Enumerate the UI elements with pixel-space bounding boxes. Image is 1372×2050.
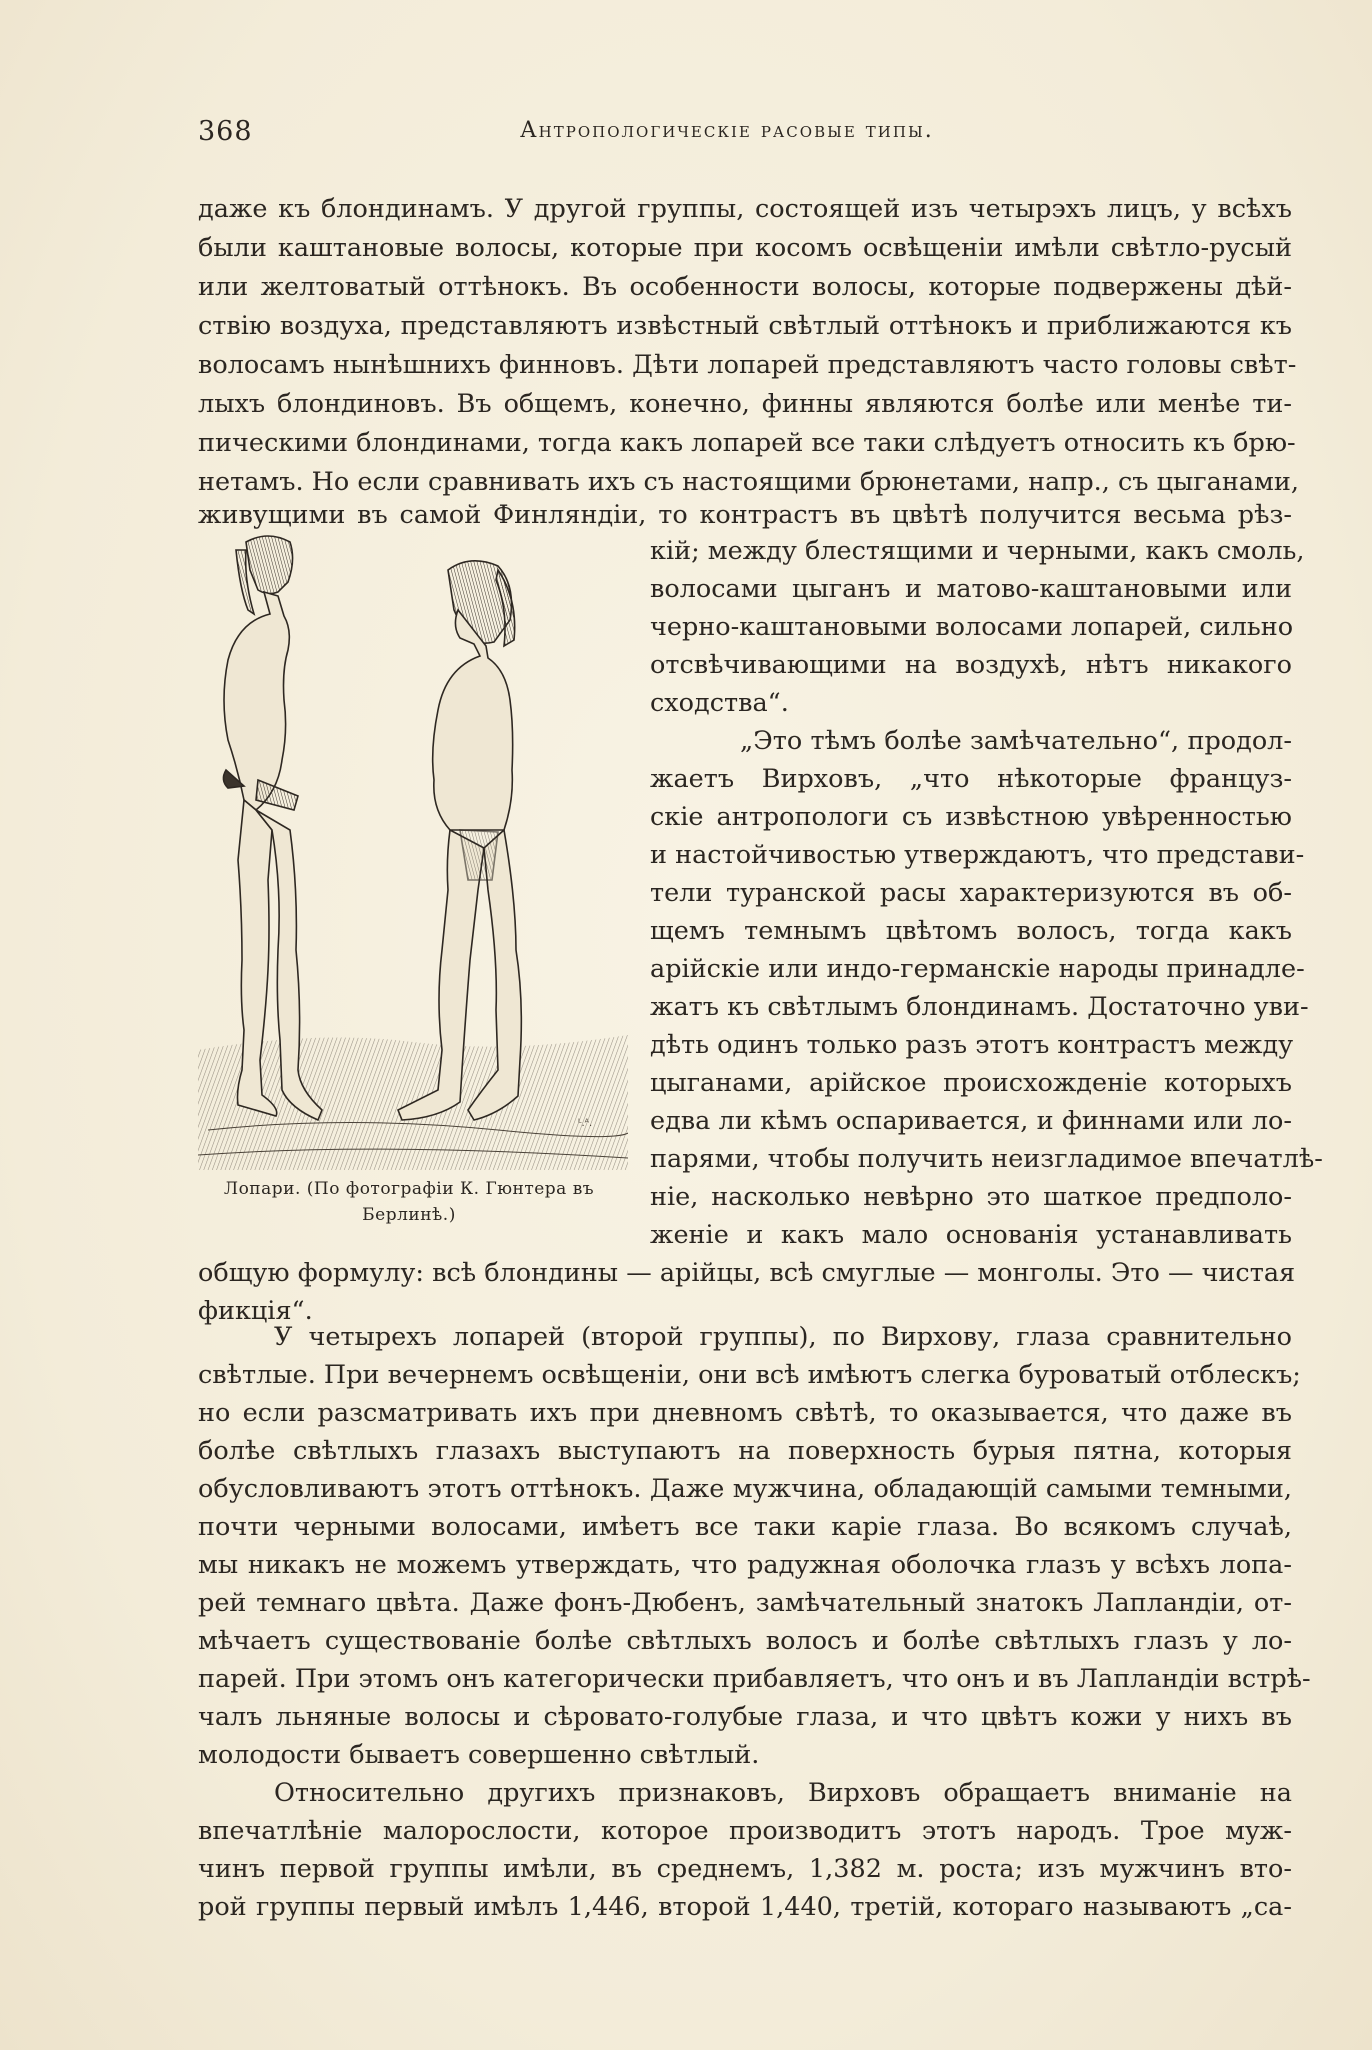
right-figure [398,561,521,1120]
text-line: дѣть одинъ только разъ этотъ контрастъ между [650,1030,1294,1060]
illustration-lapps [198,530,628,1180]
text-line: отсвѣчивающими на воздухѣ, нѣтъ никакого [650,650,1292,680]
text-line: молодости бываетъ совершенно свѣтлый. [198,1740,760,1770]
text-line: Относительно другихъ признаковъ, Вирховъ обращаетъ вниманіе на [274,1778,1292,1808]
text-line: щемъ темнымъ цвѣтомъ волосъ, тогда какъ [650,916,1292,946]
text-line: тели туранской расы характеризуются въ об- [650,878,1292,908]
text-line: рей темнаго цвѣта. Даже фонъ-Дюбенъ, замѣчательный знатокъ Лапландіи, от- [198,1588,1292,1618]
text-line: ніе, насколько невѣрно это шаткое предполо- [650,1182,1292,1212]
text-line: жатъ къ свѣтлымъ блондинамъ. Достаточно уви- [650,992,1309,1022]
text-line: нетамъ. Но если сравнивать ихъ съ настоящими брюнетами, напр., съ цыганами, [198,467,1299,497]
page-number: 368 [198,116,253,147]
text-line: впечатлѣніе малорослости, которое производитъ этотъ народъ. Трое муж- [198,1816,1292,1846]
text-line: живущими въ самой Финляндіи, то контрастъ въ цвѣтѣ получится весьма рѣз- [198,500,1292,530]
figure-caption [186,1176,632,1228]
text-line: черно-каштановыми волосами лопарей, сильно [650,612,1294,642]
caption-line: Берлинѣ.) [362,1205,456,1225]
text-line: арійскіе или индо-германскіе народы принадле- [650,954,1305,984]
text-line: чалъ льняные волосы и сѣровато-голубые глаза, и что цвѣтъ кожи у нихъ въ [198,1702,1292,1732]
text-line: свѣтлые. При вечернемъ освѣщеніи, они всѣ имѣютъ слегка буроватый отблескъ; [198,1360,1301,1390]
engraving-two-figures [198,530,628,1180]
text-line: общую формулу: всѣ блондины — арійцы, всѣ смуглые — монголы. Это — чистая [198,1258,1296,1288]
text-line: едва ли кѣмъ оспаривается, и финнами или ло- [650,1106,1292,1136]
text-line: лыхъ блондиновъ. Въ общемъ, конечно, финны являются болѣе или менѣе ти- [198,389,1292,419]
text-line: парями, чтобы получить неизгладимое впечатлѣ- [650,1144,1323,1174]
text-line: рой группы первый имѣлъ 1,446, второй 1,440, третій, котораго называютъ „са- [198,1892,1292,1922]
left-figure [223,536,322,1120]
text-line: парей. При этомъ онъ категорически прибавляетъ, что онъ и въ Лапландіи встрѣ- [198,1664,1311,1694]
text-line: волосамъ нынѣшнихъ финновъ. Дѣти лопарей представляютъ часто головы свѣт- [198,350,1297,380]
text-line: ствію воздуха, представляютъ извѣстный свѣтлый оттѣнокъ и приближаются къ [198,311,1292,341]
caption-line: Лопари. (По фотографіи К. Гюнтера въ [223,1179,595,1199]
text-line: и настойчивостью утверждаютъ, что представи- [650,840,1305,870]
text-line: „Это тѣмъ болѣе замѣчательно“, продол- [740,726,1292,756]
text-line: У четырехъ лопарей (второй группы), по Вирхову, глаза сравнительно [274,1322,1292,1352]
text-line: или желтоватый оттѣнокъ. Въ особенности волосы, которые подвержены дѣй- [198,272,1292,302]
text-line: волосами цыганъ и матово-каштановыми или [650,574,1292,604]
text-line: скіе антропологи съ извѣстною увѣренностью [650,802,1292,832]
text-line: женіе и какъ мало основанія устанавливать [650,1220,1292,1250]
text-line: мы никакъ не можемъ утверждать, что радужная оболочка глазъ у всѣхъ лопа- [198,1550,1292,1580]
text-line: пическими блондинами, тогда какъ лопарей все таки слѣдуетъ относить къ брю- [198,428,1296,458]
text-line: были каштановые волосы, которые при косомъ освѣщеніи имѣли свѣтло-русый [198,233,1292,263]
engraver-mark: ᴸ.ᴬ. [578,1118,593,1129]
running-title: Антропологическіе расовые типы. [520,118,934,143]
text-line: чинъ первой группы имѣли, въ среднемъ, 1,382 м. роста; изъ мужчинъ вто- [198,1854,1292,1884]
text-line: болѣе свѣтлыхъ глазахъ выступаютъ на поверхность бурыя пятна, которыя [198,1436,1292,1466]
text-line: обусловливаютъ этотъ оттѣнокъ. Даже мужчина, обладающій самыми темными, [198,1474,1292,1504]
text-line: сходства“. [650,688,789,718]
text-line: кій; между блестящими и черными, какъ смоль, [650,536,1305,566]
running-head [198,116,1292,156]
text-line: но если разсматривать ихъ при дневномъ свѣтѣ, то оказывается, что даже въ [198,1398,1292,1428]
text-line: цыганами, арійское происхожденіе которыхъ [650,1068,1292,1098]
text-line: даже къ блондинамъ. У другой группы, состоящей изъ четырэхъ лицъ, у всѣхъ [198,194,1292,224]
text-line: жаетъ Вирховъ, „что нѣкоторые француз- [650,764,1292,794]
text-line: мѣчаетъ существованіе болѣе свѣтлыхъ волосъ и болѣе свѣтлыхъ глазъ у ло- [198,1626,1292,1656]
text-line: почти черными волосами, имѣетъ все таки каріе глаза. Во всякомъ случаѣ, [198,1512,1292,1542]
text-line: фикція“. [198,1296,313,1326]
